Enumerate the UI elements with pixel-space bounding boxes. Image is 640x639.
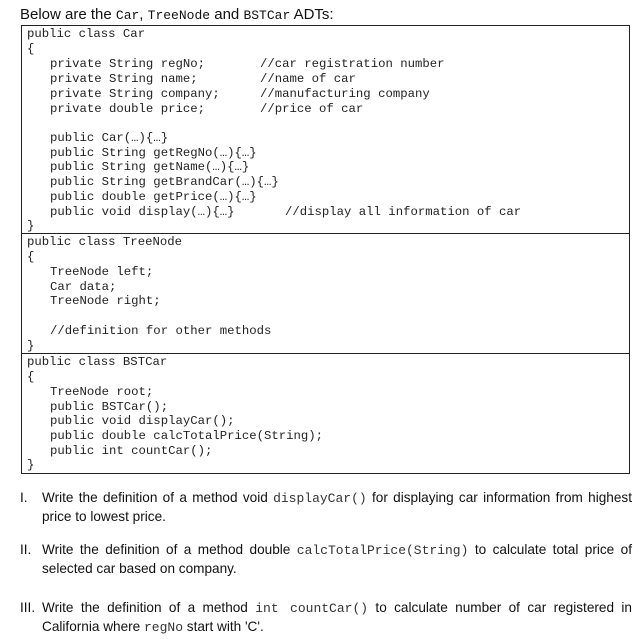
heading-bstcar-code: BSTCar <box>243 8 291 23</box>
treenode-field: TreeNode right; <box>50 294 161 308</box>
question-3 <box>20 599 632 639</box>
question-text-part: for displaying car information from highest price to lowest price. <box>42 490 632 524</box>
bstcar-class-decl: public class BSTCar <box>27 355 168 369</box>
heading-text: ADTs: <box>290 6 334 23</box>
car-class-decl: public class Car <box>27 27 146 41</box>
open-brace: { <box>27 42 35 56</box>
question-text <box>42 489 632 526</box>
heading-treenode-code: TreeNode <box>147 8 211 23</box>
car-display-comment: //display all information of car <box>285 205 522 219</box>
car-field-code: private String name; <box>50 72 198 86</box>
open-brace: { <box>27 250 35 264</box>
heading-text: Below are the <box>20 6 116 23</box>
car-field-comment: //price of car <box>260 102 364 116</box>
car-display-method: public void display(…){…} <box>50 205 235 219</box>
heading-sep: , <box>139 6 148 23</box>
treenode-field: TreeNode left; <box>50 265 154 279</box>
question-text-part: to calculate total price of selected car based on company. <box>42 542 632 576</box>
question-1 <box>20 489 632 529</box>
treenode-field: Car data; <box>50 280 117 294</box>
question-code: regNo <box>144 620 184 635</box>
question-text-part: start with 'C'. <box>183 619 264 634</box>
treenode-class-decl: public class TreeNode <box>27 235 182 249</box>
bstcar-member: public BSTCar(); <box>50 400 169 414</box>
question-number: I. <box>20 490 28 505</box>
heading-car-code: Car <box>115 8 140 23</box>
treenode-comment: //definition for other methods <box>50 324 272 338</box>
question-text-part: Write the definition of a method void <box>42 490 274 505</box>
car-method: public String getRegNo(…){…} <box>50 146 257 160</box>
car-field-code: private double price; <box>50 102 205 116</box>
question-text <box>42 541 632 578</box>
question-code: int countCar() <box>255 601 369 616</box>
heading-sep: and <box>210 6 244 23</box>
bstcar-member: public int countCar(); <box>50 444 213 458</box>
open-brace: { <box>27 370 35 384</box>
car-field-code: private String regNo; <box>50 57 205 71</box>
car-method: public String getBrandCar(…){…} <box>50 175 279 189</box>
car-method: public double getPrice(…){…} <box>50 190 257 204</box>
car-method: public String getName(…){…} <box>50 160 250 174</box>
intro-heading <box>20 6 334 23</box>
question-text <box>42 599 632 637</box>
car-field-comment: //manufacturing company <box>260 87 430 101</box>
treenode-class-box <box>21 233 630 354</box>
question-number: III. <box>20 600 36 615</box>
close-brace: } <box>27 219 35 233</box>
question-number: II. <box>20 542 32 557</box>
close-brace: } <box>27 339 35 353</box>
question-code: displayCar() <box>273 491 367 506</box>
car-field-code: private String company; <box>50 87 220 101</box>
bstcar-member: TreeNode root; <box>50 385 154 399</box>
question-2 <box>20 541 632 581</box>
question-text-part: Write the definition of a method <box>42 600 256 615</box>
bstcar-class-box <box>21 353 630 474</box>
question-code: calcTotalPrice(String) <box>296 543 469 558</box>
car-field-comment: //name of car <box>260 72 356 86</box>
car-field-comment: //car registration number <box>260 57 445 71</box>
question-text-part: Write the definition of a method double <box>42 542 297 557</box>
bstcar-member: public void displayCar(); <box>50 414 235 428</box>
car-method: public Car(…){…} <box>50 131 169 145</box>
question-text-part: to calculate number of car registered in California where <box>42 600 632 634</box>
car-class-box <box>21 25 630 234</box>
close-brace: } <box>27 458 35 472</box>
bstcar-member: public double calcTotalPrice(String); <box>50 429 324 443</box>
